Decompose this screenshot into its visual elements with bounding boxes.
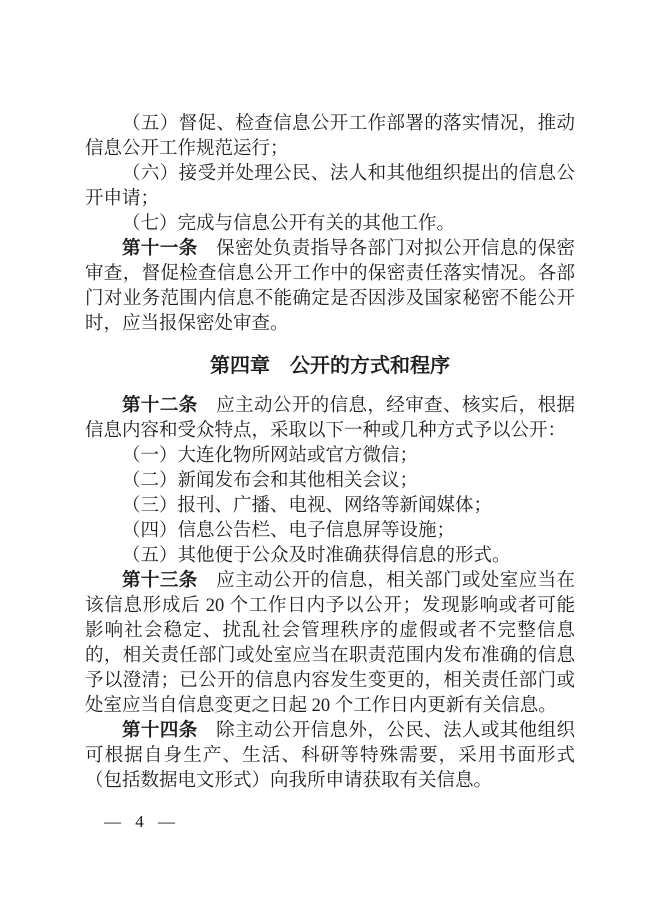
article-12-text: 应主动公开的信息，经审查、核实后，根据信息内容和受众特点，采取以下一种或几种方式予以公开： (85, 396, 575, 441)
disclosure-method-item-3: （三）报刊、广播、电视、网络等新闻媒体； (122, 496, 493, 516)
article-11-number: 第十一条 (122, 239, 198, 259)
clause-paragraph-7: （七）完成与信息公开有关的其他工作。 (122, 214, 456, 234)
article-13-number: 第十三条 (122, 571, 198, 591)
article-14-text: 除主动公开信息外，公民、法人或其他组织可根据自身生产、生活、科研等特殊需要，采用书面形式（包括数据电文形式）向我所申请获取有关信息。 (85, 721, 575, 791)
chapter-number: 第四章 (210, 355, 270, 377)
article-13-paragraph (85, 569, 575, 719)
article-13-text: 应主动公开的信息，相关部门或处室应当在该信息形成后 20 个工作日内予以公开；发现影响或者可能影响社会稳定、扰乱社会管理秩序的虚假或者不完整信息的，相关责任部门或处室应当在职责范围内发布准确的信息予以澄清；已公开的信息内容发生变更的，相关责任部门或处室应当自信息变更之日起 20 个工作日内更新有关信息。 (85, 571, 575, 716)
clause-paragraph-5: （五）督促、检查信息公开工作部署的落实情况，推动信息公开工作规范运行； (85, 114, 575, 159)
clause-paragraph-6: （六）接受并处理公民、法人和其他组织提出的信息公开申请； (85, 164, 575, 209)
disclosure-method-item-4: （四）信息公告栏、电子信息屏等设施； (122, 521, 456, 541)
article-11-text: 保密处负责指导各部门对拟公开信息的保密审查，督促检查信息公开工作中的保密责任落实情况。各部门对业务范围内信息不能确定是否因涉及国家秘密不能公开时，应当报保密处审查。 (85, 239, 575, 334)
disclosure-method-item-1: （一）大连化物所网站或官方微信； (122, 446, 419, 466)
article-12-paragraph (85, 394, 575, 444)
chapter-title: 公开的方式和程序 (290, 355, 450, 377)
article-14-paragraph (85, 719, 575, 794)
chapter-heading (85, 353, 575, 379)
page-number: — 4 — (104, 812, 176, 831)
article-12-number: 第十二条 (122, 396, 198, 416)
article-14-number: 第十四条 (122, 721, 198, 741)
disclosure-method-item-2: （二）新闻发布会和其他相关会议； (122, 471, 419, 491)
document-body (85, 112, 575, 794)
disclosure-method-item-5: （五）其他便于公众及时准确获得信息的形式。 (122, 546, 511, 566)
article-11-paragraph (85, 237, 575, 337)
